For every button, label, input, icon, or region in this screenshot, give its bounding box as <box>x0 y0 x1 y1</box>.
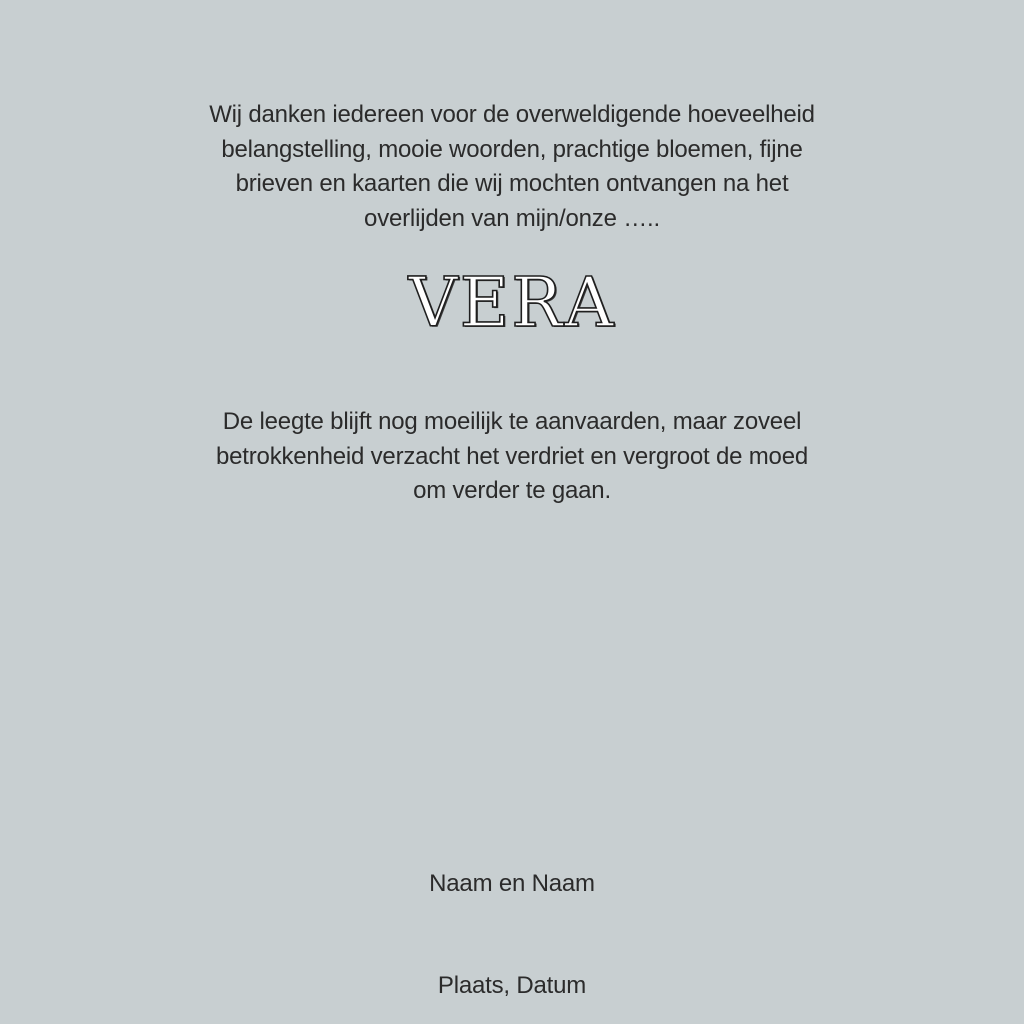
closing-line-1: De leegte blijft nog moeilijk te aanvaarden, maar zoveel <box>222 408 802 435</box>
intro-line-2: belangstelling, mooie woorden, prachtige bloemen, fijne <box>221 135 803 163</box>
intro-line-1: Wij danken iedereen voor de overweldigende hoeveelheid <box>209 101 815 128</box>
closing-line-2: betrokkenheid verzacht het verdriet en vergroot de moed <box>215 442 808 470</box>
deceased-name: VERA <box>408 264 616 343</box>
closing-paragraph <box>0 405 1024 509</box>
intro-line-3: brieven en kaarten die wij mochten ontvangen na het <box>235 170 789 197</box>
intro-line-4: overlijden van mijn/onze ….. <box>364 204 660 232</box>
intro-paragraph <box>0 98 1024 236</box>
signers-names: Naam en Naam <box>429 870 595 897</box>
closing-line-3: om verder te gaan. <box>413 477 611 504</box>
place-date: Plaats, Datum <box>437 972 587 999</box>
